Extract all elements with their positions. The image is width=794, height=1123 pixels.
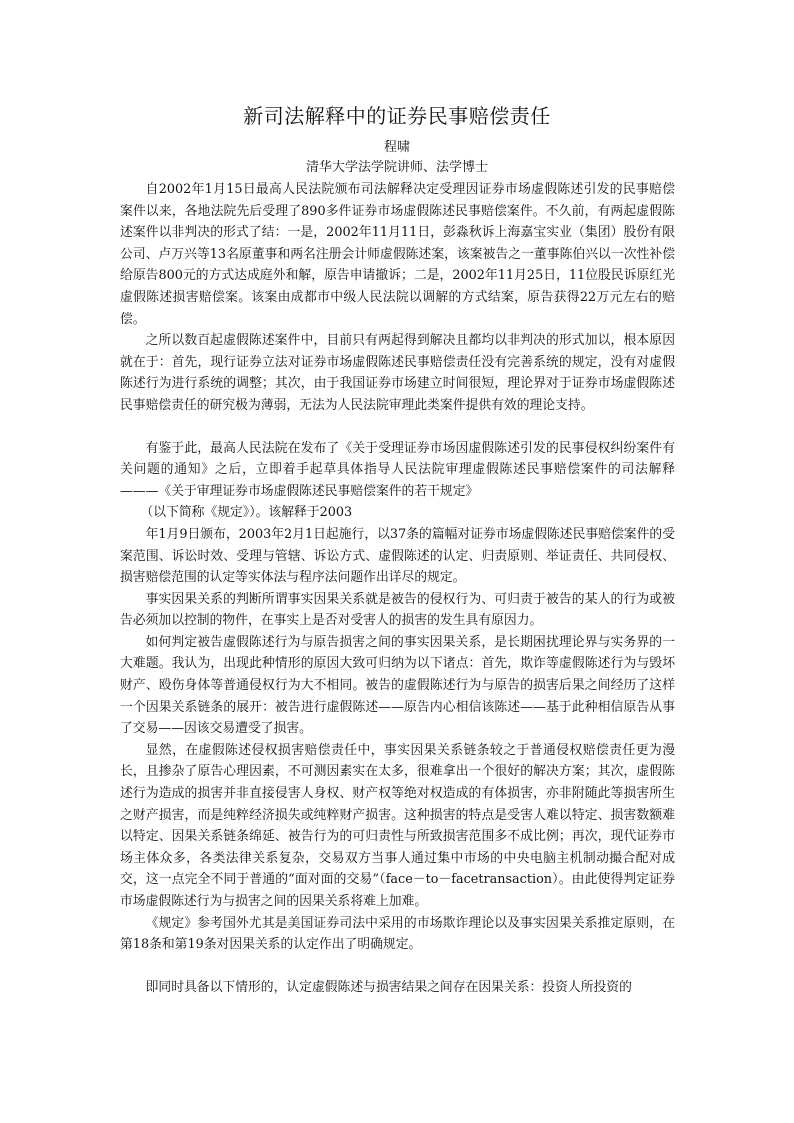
document-title: 新司法解释中的证券民事赔偿责任 (243, 104, 551, 128)
paragraph-factual-causation: 事实因果关系的判断所谓事实因果关系就是被告的侵权行为、可归责于被告的某人的行为或被告必须加以控制的物件，在事实上是否对受害人的损害的发生具有原因力。 (120, 591, 675, 629)
paragraph-difficulty: 如何判定被告虚假陈述行为与原告损害之间的事实因果关系，是长期困扰理论界与实务界的一大难题。我认为，出现此种情形的原因大致可归纳为以下诸点：首先，欺诈等虚假陈述行为与毁坏财产、殴伤身体等普通侵权行为大不相同。被告的虚假陈述行为与原告的损害后果之间经历了这样一个因果关系链条的展开：被告进行虚假陈述——原告内心相信该陈述——基于此种相信原告从事了交易——因该交易遭受了损害。 (120, 634, 675, 737)
author-affiliation: 清华大学法学院讲师、法学博士 (305, 160, 488, 175)
paragraph-intro: 自2002年1月15日最高人民法院颁布司法解释决定受理因证券市场虚假陈述引发的民事赔偿案件以来，各地法院先后受理了890多件证券市场虚假陈述民事赔偿案件。不久前，有两起虚假陈述案件以非判决的形式了结：一是，2002年11月11日，彭淼秋诉上海嘉宝实业（集团）股份有限公司、卢万兴等13名原董事和两名注册会计师虚假陈述案，该案被告之一董事陈伯兴以一次性补偿给原告800元的方式达成庭外和解，原告申请撤诉；二是，2002年11月25日，11位股民诉原红光虚假陈述损害赔偿案。该案由成都市中级人民法院以调解的方式结案，原告获得22万元左右的赔偿。 (120, 182, 675, 327)
author-name: 程啸 (383, 140, 410, 155)
paragraph-analysis: 显然，在虚假陈述侵权损害赔偿责任中，事实因果关系链条较之于普通侵权赔偿责任更为漫长，且掺杂了原告心理因素，不可测因素实在太多，很难拿出一个很好的解决方案；其次，虚假陈述行为造成的损害并非直接侵害人身权、财产权等绝对权造成的有体损害，亦非附随此等损害所生之财产损害，而是纯粹经济损失或纯粹财产损害。这种损害的特点是受害人难以特定、损害数额难以特定、因果关系链条绵延、被告行为的可归责性与所致损害范围多不成比例；再次，现代证券市场主体众多，各类法律关系复杂，交易双方当事人通过集中市场的中央电脑主机制动撮合配对成交，这一点完全不同于普通的“面对面的交易”（face－to－facetransaction）。由此使得判定证券市场虚假陈述行为与损害之间的因果关系将难上加难。 (120, 742, 675, 909)
paragraph-promulgation: 年1月9日颁布，2003年2月1日起施行，以37条的篇幅对证券市场虚假陈述民事赔偿案件的受案范围、诉讼时效、受理与管辖、诉讼方式、虚假陈述的认定、归责原则、举证责任、共同侵权、损害赔偿范围的认定等实体法与程序法问题作出详尽的规定。 (120, 526, 675, 586)
paragraph-abbreviation: （以下简称《规定》）。该解释于2003 (140, 505, 353, 521)
paragraph-root-cause: 之所以数百起虚假陈述案件中，目前只有两起得到解决且都均以非判决的形式加以，根本原因就在于：首先，现行证券立法对证券市场虚假陈述民事赔偿责任没有完善系统的规定，没有对虚假陈述行为进行系统的调整；其次，由于我国证券市场建立时间很短，理论界对于证券市场虚假陈述民事赔偿责任的研究极为薄弱，无法为人民法院审理此类案件提供有效的理论支持。 (120, 333, 675, 413)
paragraph-conditions: 即同时具备以下情形的，认定虚假陈述与损害结果之间存在因果关系：投资人所投资的 (145, 979, 632, 995)
paragraph-provisions: 《规定》参考国外尤其是美国证券司法中采用的市场欺诈理论以及事实因果关系推定原则，在第18条和第19条对因果关系的认定作出了明确规定。 (120, 915, 675, 953)
document-body (120, 179, 675, 998)
paragraph-background: 有鉴于此，最高人民法院在发布了《关于受理证券市场因虚假陈述引发的民事侵权纠纷案件有关问题的通知》之后，立即着手起草具体指导人民法院审理虚假陈述民事赔偿案件的司法解释———《关于审理证券市场虚假陈述民事赔偿案件的若干规定》 (120, 440, 675, 499)
